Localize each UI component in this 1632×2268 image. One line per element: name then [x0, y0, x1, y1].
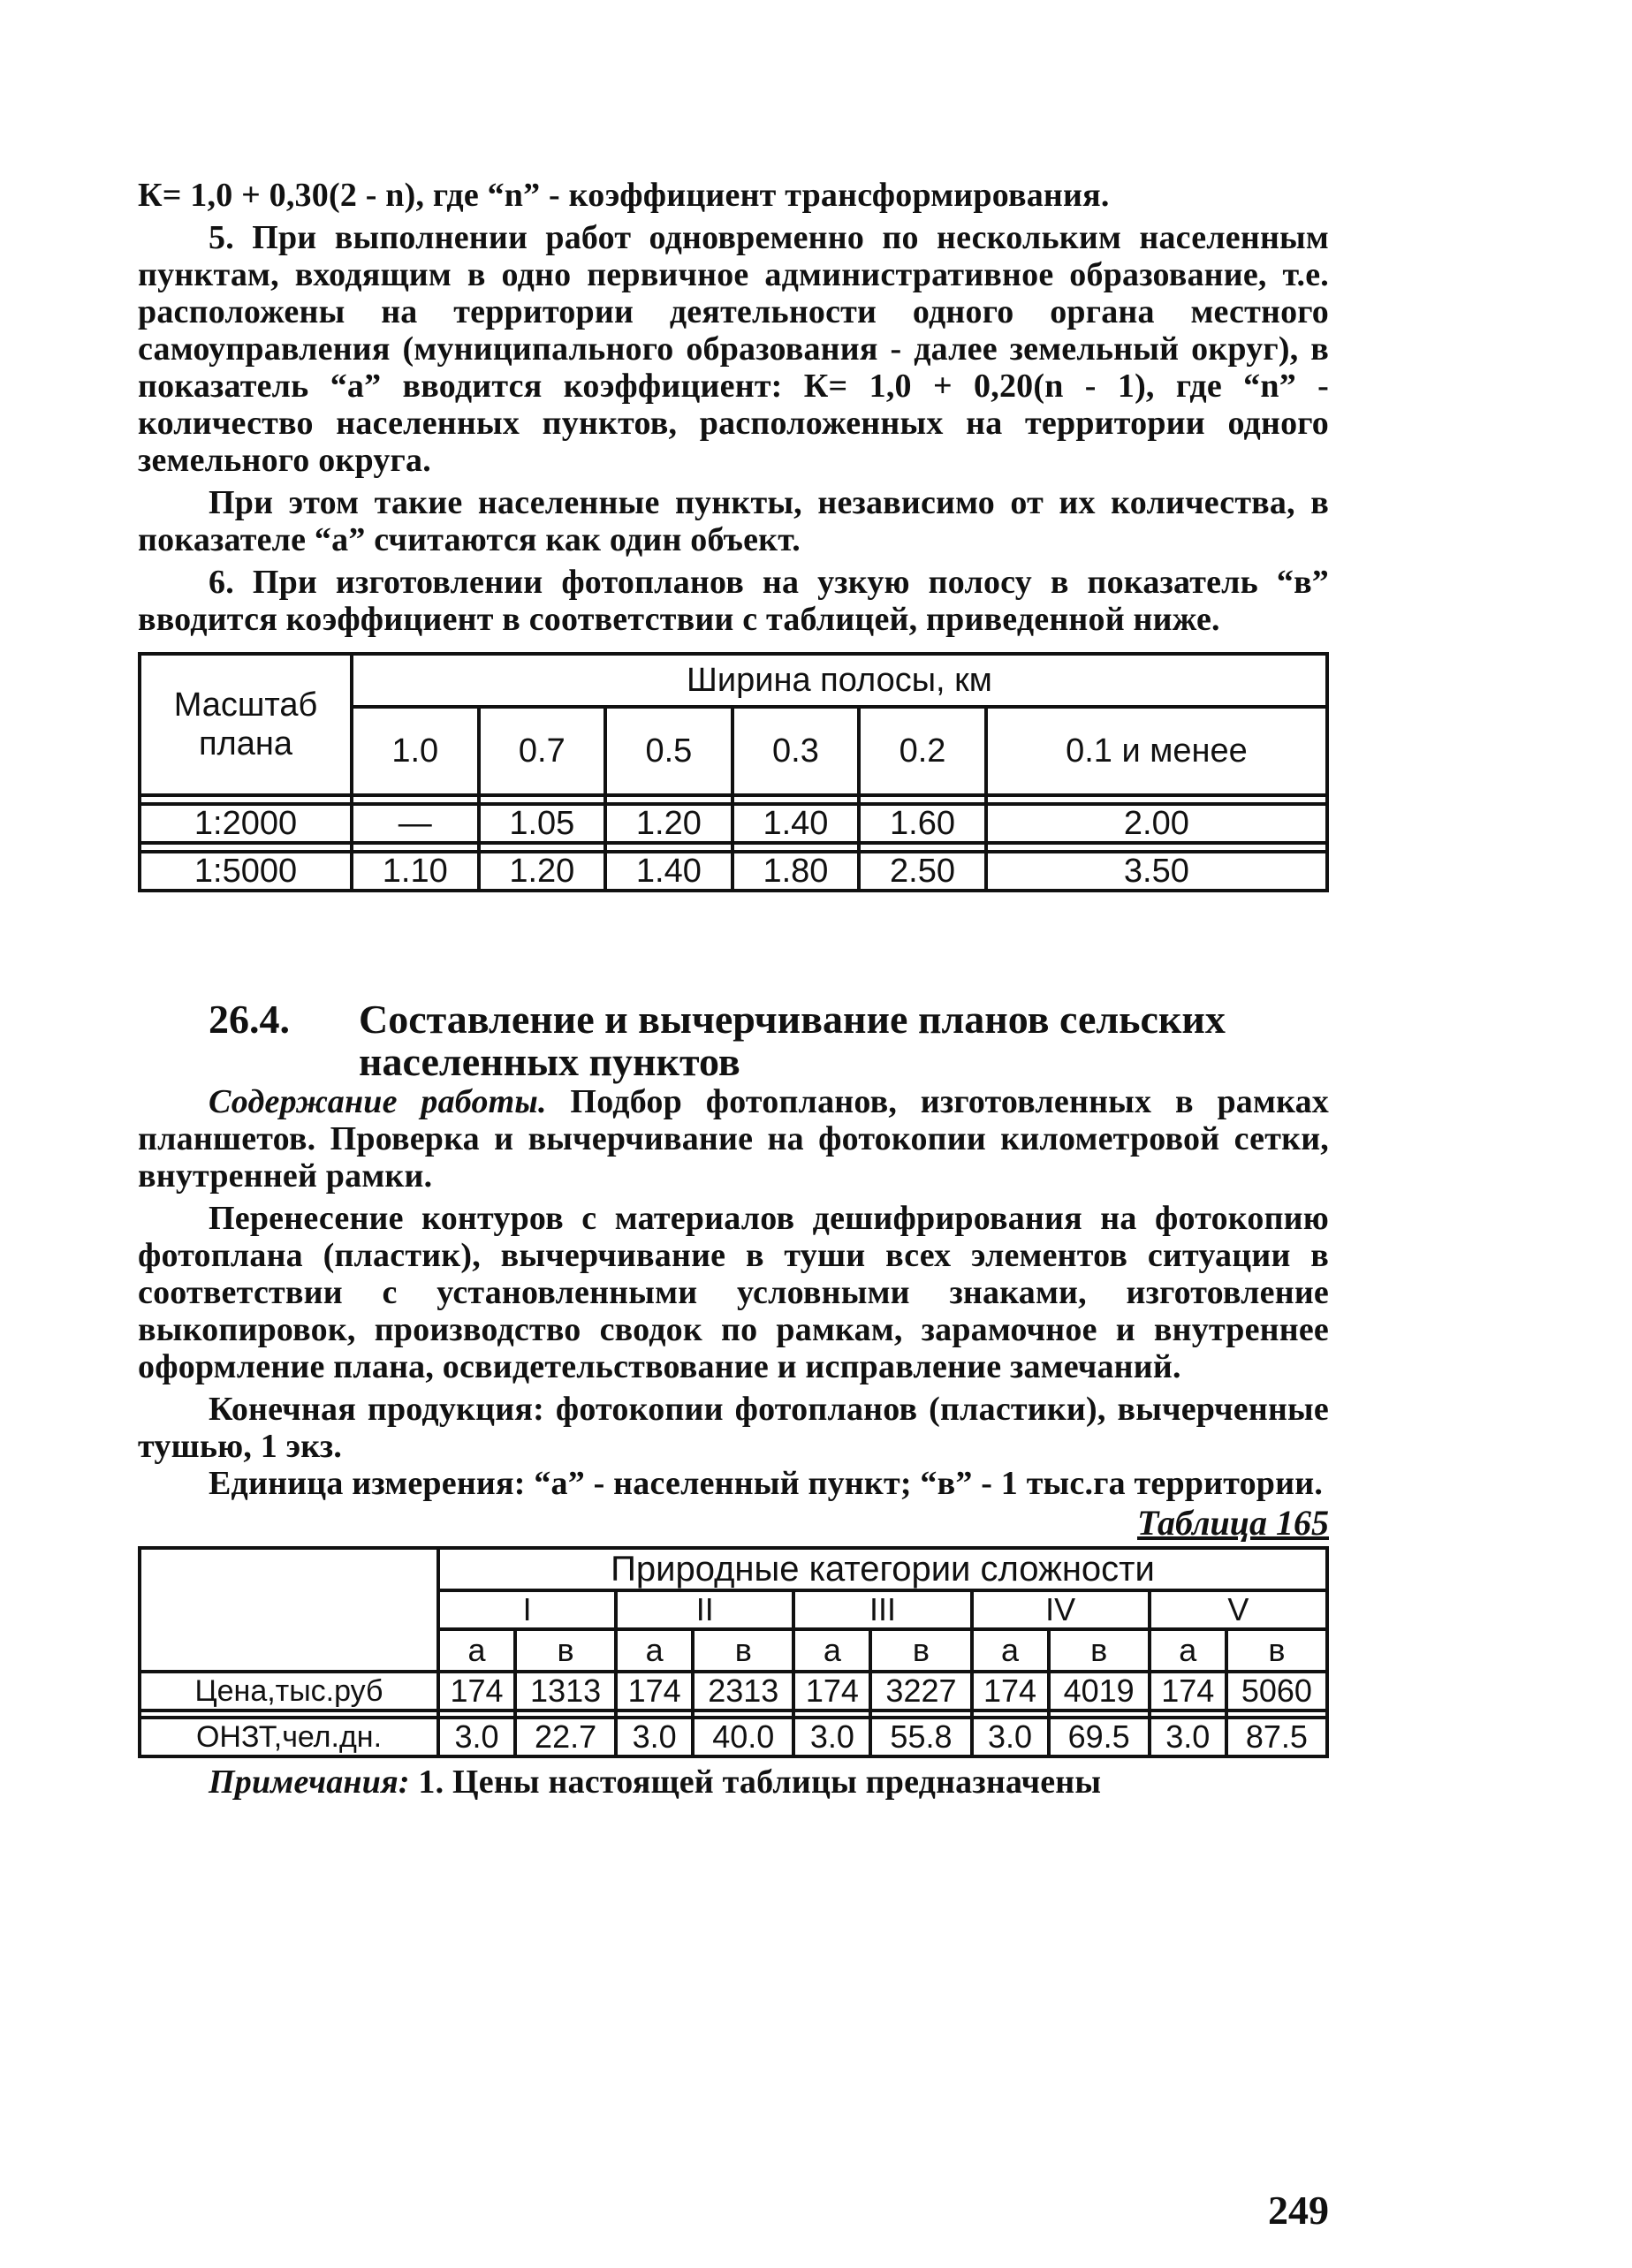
- table2-sub-header: а: [438, 1629, 515, 1672]
- table1-cell: 1.20: [605, 804, 733, 843]
- table2-cell: 3.0: [793, 1718, 870, 1756]
- work-content-lead: Содержание работы.: [209, 1083, 547, 1120]
- table2-category: IV: [972, 1590, 1150, 1629]
- table2-cell: 174: [972, 1672, 1049, 1710]
- table2-cell: 3227: [870, 1672, 971, 1710]
- table2-cell: 3.0: [438, 1718, 515, 1756]
- table2-categories-header: Природные категории сложности: [438, 1548, 1327, 1590]
- table1-cell: 1.05: [479, 804, 606, 843]
- table2-cell: 2313: [693, 1672, 793, 1710]
- table2-sub-header: в: [1226, 1629, 1327, 1672]
- paragraph-item-6: 6. При изготовлении фотопланов на узкую полосу в показатель “в” вводится коэффициент в соответствии с таблицей, приведенной ниже.: [138, 564, 1329, 638]
- table1-scale-header: Масштаб плана: [140, 654, 352, 795]
- table2-sub-header: в: [515, 1629, 616, 1672]
- notes-lead: Примечания:: [209, 1764, 410, 1801]
- table1-width-col: 0.5: [605, 707, 733, 795]
- table2-cell: 40.0: [693, 1718, 793, 1756]
- table2-cell: 174: [793, 1672, 870, 1710]
- table1-row: [140, 804, 1327, 843]
- table2-cell: 174: [1150, 1672, 1226, 1710]
- section-number: 26.4.: [209, 997, 290, 1042]
- table2-row-label: ОНЗТ,чел.дн.: [140, 1718, 438, 1756]
- table1-cell: 1.40: [605, 852, 733, 891]
- section-title: Составление и вычерчивание планов сельских населенных пунктов: [359, 997, 1226, 1084]
- table2-sub-header: в: [1049, 1629, 1150, 1672]
- table1-row: [140, 852, 1327, 891]
- table2-cell: 174: [438, 1672, 515, 1710]
- paragraph-item-5: 5. При выполнении работ одновременно по нескольким населенным пунктам, входящим в одно первичное административное образование, т.е. расположены на территории деятельности одного органа местного самоуправления (муниципального образования - далее земельный округ), в показатель “а” вводится коэффициент: К= 1,0 + 0,20(n - 1), где “n” - количество населенных пунктов, расположенных на территории одного земельного округа.: [138, 219, 1329, 479]
- table1-width-col: 0.2: [859, 707, 986, 795]
- table1-cell: 1.40: [733, 804, 860, 843]
- table2-cell: 87.5: [1226, 1718, 1327, 1756]
- paragraph-work-content: [138, 1083, 1329, 1195]
- work-content-text: Подбор фотопланов, изготовленных в рамках планшетов. Проверка и вычерчивание на фотокопии километровой сетки, внутренней рамки.: [138, 1083, 1329, 1195]
- table2-sub-header: а: [616, 1629, 693, 1672]
- table1-width-col: 0.7: [479, 707, 606, 795]
- section-heading: [209, 998, 1329, 1083]
- table1-cell: 2.00: [986, 804, 1327, 843]
- table2-row-price: [140, 1672, 1327, 1710]
- paragraph-final-product: Конечная продукция: фотокопии фотопланов (пластики), вычерченные тушью, 1 экз.: [138, 1391, 1329, 1465]
- table2-cell: 3.0: [1150, 1718, 1226, 1756]
- table1-cell: 1.80: [733, 852, 860, 891]
- table1-cell: 1.60: [859, 804, 986, 843]
- table-caption: Таблица 165: [1137, 1503, 1329, 1543]
- document-page: [138, 177, 1329, 2233]
- table2-cell: 22.7: [515, 1718, 616, 1756]
- table1-width-col: 0.3: [733, 707, 860, 795]
- table2-sub-header: а: [972, 1629, 1049, 1672]
- table2-cell: 3.0: [972, 1718, 1049, 1756]
- page-number: 249: [1268, 2188, 1329, 2233]
- paragraph-settlements-note: При этом такие населенные пункты, независимо от их количества, в показателе “а” считаются как один объект.: [138, 484, 1329, 558]
- table2-sub-header: а: [793, 1629, 870, 1672]
- table1-cell: 3.50: [986, 852, 1327, 891]
- table2-category: I: [438, 1590, 616, 1629]
- table2-cell: 55.8: [870, 1718, 971, 1756]
- table2-row-label: Цена,тыс.руб: [140, 1672, 438, 1710]
- price-table: [138, 1546, 1329, 1758]
- table2-row-labor: [140, 1718, 1327, 1756]
- paragraph-formula-n: К= 1,0 + 0,30(2 - n), где “n” - коэффициент трансформирования.: [138, 177, 1110, 214]
- table2-category: V: [1150, 1590, 1327, 1629]
- table2-cell: 174: [616, 1672, 693, 1710]
- table2-cell: 4019: [1049, 1672, 1150, 1710]
- notes-text: 1. Цены настоящей таблицы предназначены: [409, 1764, 1102, 1801]
- table2-cell: 1313: [515, 1672, 616, 1710]
- table2-sub-header: в: [870, 1629, 971, 1672]
- strip-width-coefficient-table: [138, 652, 1329, 892]
- table2-category: II: [616, 1590, 793, 1629]
- table2-cell: 5060: [1226, 1672, 1327, 1710]
- table2-cell: 69.5: [1049, 1718, 1150, 1756]
- table2-cell: 3.0: [616, 1718, 693, 1756]
- table1-cell: 1.20: [479, 852, 606, 891]
- table2-sub-header: а: [1150, 1629, 1226, 1672]
- table1-cell: —: [352, 804, 479, 843]
- table2-sub-header: в: [693, 1629, 793, 1672]
- table1-row-scale: 1:2000: [140, 804, 352, 843]
- table1-cell: 1.10: [352, 852, 479, 891]
- paragraph-unit: Единица измерения: “а” - населенный пункт; “в” - 1 тыс.га территории.: [209, 1465, 1324, 1502]
- table1-cell: 2.50: [859, 852, 986, 891]
- table1-width-col: 1.0: [352, 707, 479, 795]
- table1-row-scale: 1:5000: [140, 852, 352, 891]
- table1-width-header: Ширина полосы, км: [352, 654, 1327, 707]
- table2-corner: [140, 1548, 438, 1672]
- paragraph-notes: [138, 1764, 1329, 1801]
- table2-category: III: [793, 1590, 971, 1629]
- table1-width-col: 0.1 и менее: [986, 707, 1327, 795]
- paragraph-contours: Перенесение контуров с материалов дешифрирования на фотокопию фотоплана (пластик), вычерчивание в туши всех элементов ситуации в соответствии с установленными условными знаками, изготовление выкопировок, производство сводок по рамкам, зарамочное и внутреннее оформление плана, освидетельствование и исправление замечаний.: [138, 1200, 1329, 1385]
